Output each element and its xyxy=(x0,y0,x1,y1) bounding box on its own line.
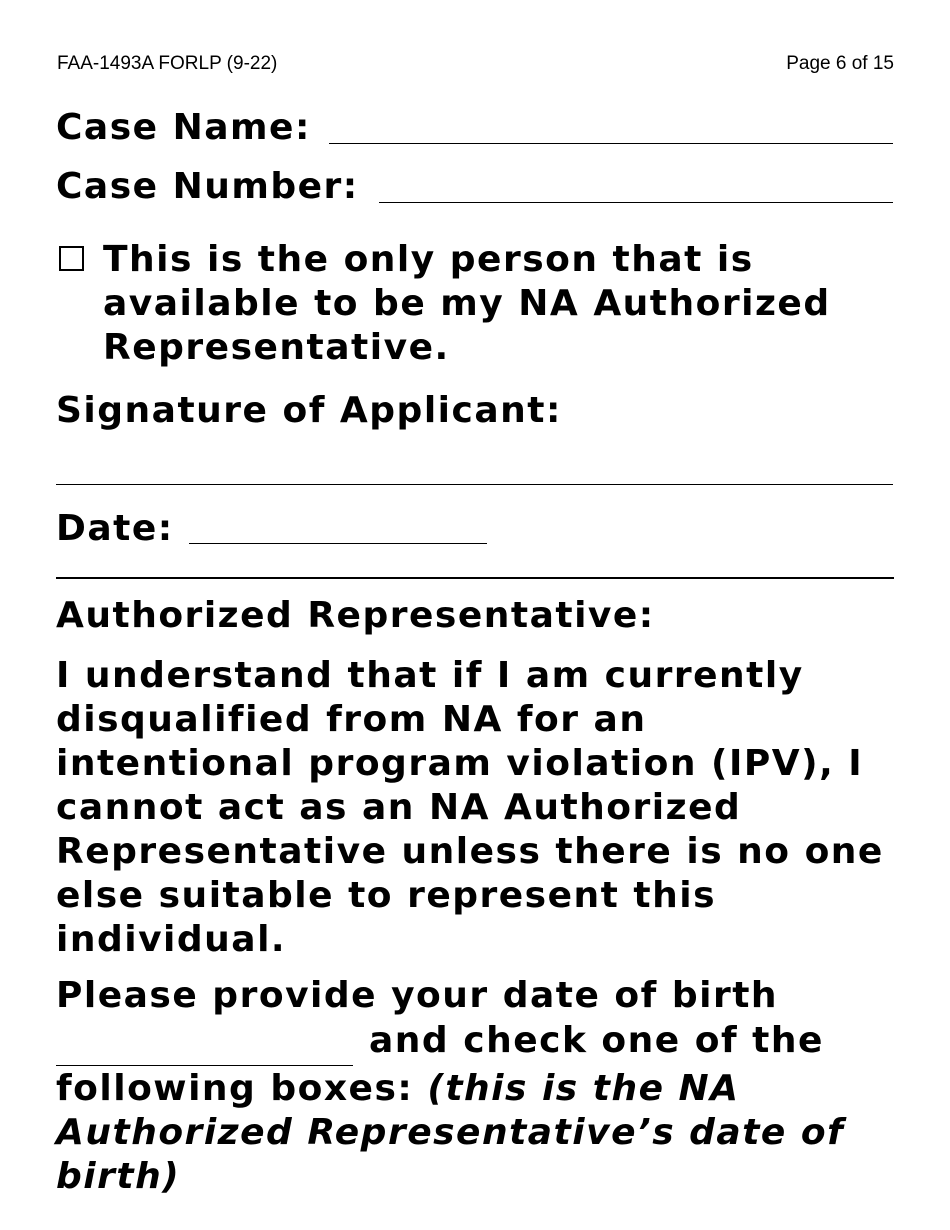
case-name-label: Case Name: xyxy=(56,107,311,148)
dob-instruction-lead: following boxes: xyxy=(56,1068,414,1109)
case-number-field[interactable] xyxy=(379,202,893,203)
dob-instruction-2: and check one of the xyxy=(369,1020,824,1061)
case-number-label: Case Number: xyxy=(56,166,359,207)
dob-instruction-3 xyxy=(56,1067,896,1199)
dob-field[interactable] xyxy=(56,1065,353,1066)
only-person-checkbox[interactable] xyxy=(59,246,84,271)
case-name-field[interactable] xyxy=(329,143,893,144)
form-id: FAA-1493A FORLP (9-22) xyxy=(57,53,278,74)
signature-field[interactable] xyxy=(56,484,893,485)
ipv-statement: I understand that if I am currently disqualified from NA for an intentional program violation (IPV), I cannot act as an NA Authorized Representative unless there is no one else suitable to represent this individual. xyxy=(56,655,884,960)
dob-instruction-1: Please provide your date of birth xyxy=(56,975,779,1016)
signature-label: Signature of Applicant: xyxy=(56,390,562,431)
page-number: Page 6 of 15 xyxy=(786,53,894,74)
checkbox-label: This is the only person that is available to be my NA Authorized Representative. xyxy=(103,239,831,368)
date-label: Date: xyxy=(56,508,174,549)
section-divider xyxy=(56,577,894,579)
date-field[interactable] xyxy=(189,543,487,544)
dob-note: (this is the NA Authorized Representative’s date of birth) xyxy=(56,1068,845,1197)
section-heading: Authorized Representative: xyxy=(56,595,655,636)
